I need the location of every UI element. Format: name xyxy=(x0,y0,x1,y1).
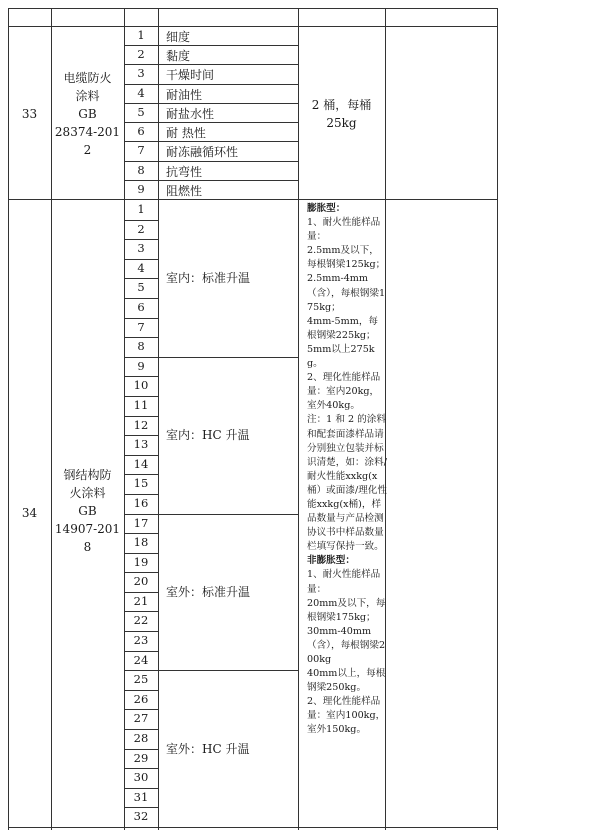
number-divider xyxy=(124,709,158,710)
number-divider xyxy=(124,220,158,221)
number-divider xyxy=(124,337,158,338)
border-left xyxy=(8,8,9,830)
test-item: 耐油性 xyxy=(166,87,203,102)
row-34-name-line: 14907-201 xyxy=(54,522,121,536)
row-33-name-line: 涂料 xyxy=(75,89,100,103)
table-bottom xyxy=(8,827,498,828)
number-divider xyxy=(124,259,158,260)
item-number: 29 xyxy=(133,750,149,765)
test-item: 耐 热性 xyxy=(166,126,206,141)
number-divider xyxy=(124,318,158,319)
test-item: 阻燃性 xyxy=(166,183,203,198)
number-divider xyxy=(124,298,158,299)
note-line: 2.5mm及以下，每根钢梁125kg； xyxy=(307,245,386,271)
number-divider xyxy=(124,357,158,358)
col-divider-3 xyxy=(158,8,159,830)
row-34-number: 34 xyxy=(21,506,38,520)
test-condition-label: 室外：标准升温 xyxy=(166,584,251,599)
item-divider xyxy=(124,180,298,181)
test-item: 黏度 xyxy=(166,49,191,64)
item-number: 2 xyxy=(137,47,145,62)
row-33-name-line: GB xyxy=(78,107,97,121)
number-divider xyxy=(124,690,158,691)
item-number: 6 xyxy=(137,124,145,139)
row-33-sample xyxy=(298,96,385,132)
note-line: 4mm-5mm，每根钢梁225kg； xyxy=(307,315,379,341)
item-number: 1 xyxy=(137,202,145,216)
number-divider xyxy=(124,376,158,377)
row-34-sample-note xyxy=(307,202,387,738)
row-34-name xyxy=(51,466,124,556)
item-number: 9 xyxy=(137,181,145,196)
item-number: 32 xyxy=(133,809,149,824)
row-33-name-line: 28374-201 xyxy=(54,125,121,139)
number-divider xyxy=(124,729,158,730)
item-number: 5 xyxy=(137,104,145,119)
item-number: 4 xyxy=(137,260,145,275)
header-bottom xyxy=(8,26,498,27)
row-33-name xyxy=(51,69,124,159)
item-divider xyxy=(124,141,298,142)
item-number: 14 xyxy=(133,456,149,471)
number-divider xyxy=(124,278,158,279)
item-number: 15 xyxy=(133,476,149,491)
number-divider xyxy=(124,631,158,632)
number-divider xyxy=(124,239,158,240)
item-number: 2 xyxy=(137,221,145,236)
note-line: 注：1 和 2 的涂料和配套面漆样品请分别独立包装并标识清楚，如：涂料/耐火性能xxkg(x桶）或面漆/理化性能xxkg(x桶)，样品数量与产品检测协议书中样品数量栏填写保持一致。 xyxy=(307,414,387,553)
item-number: 27 xyxy=(133,711,149,726)
item-number: 19 xyxy=(133,554,149,569)
item-number: 3 xyxy=(137,66,145,81)
note-line: 2、理化性能样品量：室内100kg，室外150kg。 xyxy=(307,696,386,736)
item-number: 13 xyxy=(133,437,149,452)
item-divider xyxy=(124,64,298,65)
item-number: 18 xyxy=(133,535,149,550)
number-divider xyxy=(124,807,158,808)
col-divider-2 xyxy=(124,8,125,830)
item-number: 31 xyxy=(133,789,149,804)
item-divider xyxy=(124,84,298,85)
number-divider xyxy=(124,514,158,515)
item-number: 17 xyxy=(133,515,149,530)
item-number: 22 xyxy=(133,613,149,628)
item-number: 25 xyxy=(133,672,149,687)
note-line: 30mm-40mm（含），每根钢梁200kg xyxy=(307,625,386,665)
item-number: 7 xyxy=(137,319,145,334)
item-number: 30 xyxy=(133,770,149,785)
test-condition-label: 室外：HC 升温 xyxy=(166,741,250,756)
item-number: 26 xyxy=(133,691,149,706)
number-divider xyxy=(124,533,158,534)
row-33-name-line: 电缆防火 xyxy=(63,71,112,85)
group-divider xyxy=(158,357,298,358)
test-condition-label: 室内：HC 升温 xyxy=(166,428,250,443)
item-number: 28 xyxy=(133,731,149,746)
number-divider xyxy=(124,553,158,554)
item-number: 7 xyxy=(137,143,145,158)
note-heading: 非膨胀型： xyxy=(307,555,355,567)
number-divider xyxy=(124,416,158,417)
row-33-sample-line: 2 桶，每桶 xyxy=(311,98,372,112)
item-number: 6 xyxy=(137,299,145,314)
item-number: 23 xyxy=(133,633,149,648)
number-divider xyxy=(124,572,158,573)
item-number: 1 xyxy=(137,28,145,42)
item-number: 20 xyxy=(133,574,149,589)
number-divider xyxy=(124,396,158,397)
row-33-bottom xyxy=(8,199,498,200)
item-number: 8 xyxy=(137,162,145,177)
note-line: 5mm以上275kg。 xyxy=(307,343,375,370)
border-right xyxy=(497,8,498,830)
item-number: 21 xyxy=(133,593,149,608)
item-number: 11 xyxy=(133,397,149,412)
test-item: 抗弯性 xyxy=(166,164,203,179)
item-number: 8 xyxy=(137,339,145,354)
row-33-number: 33 xyxy=(21,107,38,121)
note-line: 20mm及以下，每根钢梁175kg； xyxy=(307,597,386,623)
table-top xyxy=(8,8,498,9)
number-divider xyxy=(124,494,158,495)
item-divider xyxy=(124,103,298,104)
number-divider xyxy=(124,670,158,671)
item-divider xyxy=(124,45,298,46)
row-34-name-line: 火涂料 xyxy=(69,486,106,500)
note-line: 1、耐火性能样品量： xyxy=(307,569,381,595)
test-item: 细度 xyxy=(166,30,191,44)
note-line: 2.5mm-4mm（含），每根钢梁175kg； xyxy=(307,273,386,313)
row-34-name-line: 钢结构防 xyxy=(63,468,112,482)
number-divider xyxy=(124,768,158,769)
note-line: 2、理化性能样品量：室内20kg，室外40kg。 xyxy=(307,372,381,412)
row-33-name-line: 2 xyxy=(83,143,92,157)
row-34-name-line: GB xyxy=(78,504,97,518)
number-divider xyxy=(124,435,158,436)
test-item: 耐盐水性 xyxy=(166,106,215,121)
note-heading: 膨胀型： xyxy=(307,203,346,214)
item-number: 5 xyxy=(137,280,145,295)
group-divider xyxy=(158,514,298,515)
test-item: 耐冻融循环性 xyxy=(166,145,239,160)
number-divider xyxy=(124,474,158,475)
number-divider xyxy=(124,749,158,750)
note-line: 40mm以上，每根钢梁250kg。 xyxy=(307,668,386,694)
item-number: 16 xyxy=(133,495,149,510)
number-divider xyxy=(124,611,158,612)
item-number: 3 xyxy=(137,241,145,256)
row-33-sample-line: 25kg xyxy=(326,116,357,130)
number-divider xyxy=(124,455,158,456)
item-number: 4 xyxy=(137,85,145,100)
test-condition-label: 室内：标准升温 xyxy=(166,271,251,286)
number-divider xyxy=(124,788,158,789)
item-divider xyxy=(124,122,298,123)
number-divider xyxy=(124,651,158,652)
item-number: 9 xyxy=(137,358,145,373)
test-item: 干燥时间 xyxy=(166,68,215,83)
item-number: 24 xyxy=(133,652,149,667)
item-divider xyxy=(124,161,298,162)
note-line: 1、耐火性能样品量： xyxy=(307,217,381,243)
item-number: 12 xyxy=(133,417,149,432)
item-number: 10 xyxy=(133,378,149,393)
row-34-name-line: 8 xyxy=(83,540,92,554)
number-divider xyxy=(124,592,158,593)
group-divider xyxy=(158,670,298,671)
